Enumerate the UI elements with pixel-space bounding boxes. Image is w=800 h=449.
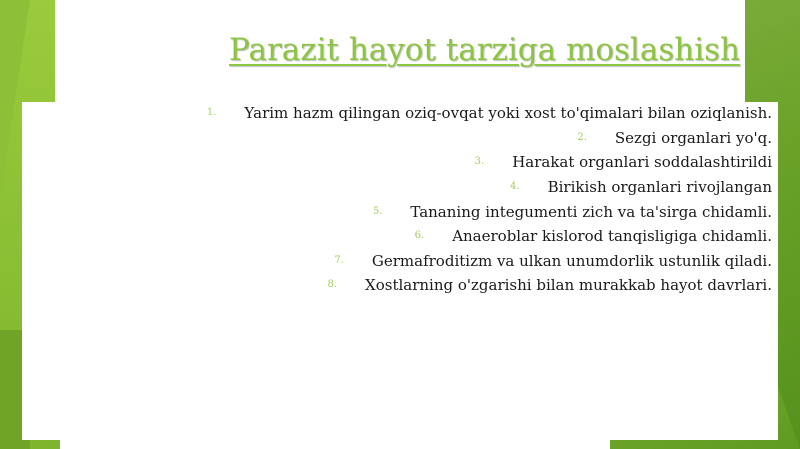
list-item xyxy=(475,151,772,171)
list-item xyxy=(415,225,772,245)
list-text: Xostlarning o'zgarishi bilan murakkab hayot davrlari. xyxy=(365,275,772,294)
list-number: 5. xyxy=(372,206,383,217)
slide-title: Parazit hayot tarziga moslashish xyxy=(229,32,740,68)
list-text: Harakat organlari soddalashtirildi xyxy=(512,152,772,171)
list-number: 4. xyxy=(510,181,520,192)
list-text: Yarim hazm qilingan oziq-ovqat yoki xost to'qimalari bilan oziqlanish. xyxy=(244,103,772,122)
list-number: 2. xyxy=(577,132,587,143)
list-item xyxy=(373,201,772,221)
list-text: Anaeroblar kislorod tanqisligiga chidamli. xyxy=(452,226,772,245)
list-number: 7. xyxy=(334,255,344,266)
list-text: Germafroditizm va ulkan unumdorlik ustunlik qiladi. xyxy=(371,251,772,270)
list-text: Tananing integumenti zich va ta'sirga chidamli. xyxy=(410,202,772,221)
list-item xyxy=(577,127,772,147)
list-item xyxy=(334,250,772,270)
list-number: 6. xyxy=(414,230,425,241)
list-item xyxy=(207,102,772,122)
list-item xyxy=(510,176,772,196)
list-number: 3. xyxy=(474,156,485,167)
list-text: Sezgi organlari yo'q. xyxy=(614,128,772,147)
list-number: 8. xyxy=(327,279,338,290)
list-item xyxy=(327,274,772,294)
list-number: 1. xyxy=(206,107,217,118)
list-text: Birikish organlari rivojlangan xyxy=(547,177,772,196)
